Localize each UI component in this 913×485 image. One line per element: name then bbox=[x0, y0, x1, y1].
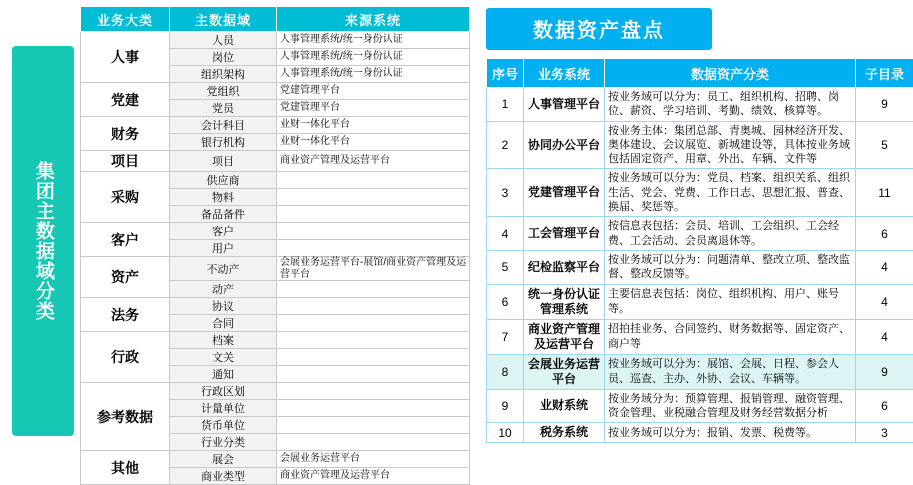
cell-category: 采购 bbox=[81, 172, 170, 223]
table-row bbox=[487, 121, 913, 169]
cell-domain: 党组织 bbox=[170, 83, 277, 100]
cell-source-system bbox=[277, 172, 470, 189]
col-header-domain: 主数据域 bbox=[170, 7, 277, 32]
cell-domain: 人员 bbox=[170, 32, 277, 49]
cell-source-system: 人事管理系统/统一身份认证 bbox=[277, 32, 470, 49]
table-row bbox=[81, 32, 470, 49]
cell-asset-class: 招拍挂业务、合同签约、财务数据等、固定资产、商户等 bbox=[605, 319, 856, 354]
cell-source-system: 会展业务运营平台-展馆/商业资产管理及运营平台 bbox=[277, 257, 470, 281]
cell-source-system bbox=[277, 315, 470, 332]
cell-asset-class: 按信息表包括：会员、培训、工会组织、工会经费、工会活动、会员离退休等。 bbox=[605, 217, 856, 251]
cell-domain: 通知 bbox=[170, 366, 277, 383]
cell-domain: 用户 bbox=[170, 240, 277, 257]
col-header-category: 业务大类 bbox=[81, 7, 170, 32]
cell-domain: 供应商 bbox=[170, 172, 277, 189]
cell-source-system: 业财一体化平台 bbox=[277, 134, 470, 151]
table-row bbox=[81, 257, 470, 281]
cell-subcatalog-count: 6 bbox=[856, 217, 913, 251]
col-header-system: 业务系统 bbox=[524, 59, 605, 88]
cell-system: 业财系统 bbox=[524, 389, 605, 423]
cell-category: 其他 bbox=[81, 451, 170, 485]
left-panel bbox=[12, 6, 462, 476]
table-row bbox=[487, 423, 913, 443]
cell-asset-class: 按业务域可以分为：报销、发票、税费等。 bbox=[605, 423, 856, 443]
col-header-no: 序号 bbox=[487, 59, 524, 88]
cell-source-system bbox=[277, 332, 470, 349]
cell-domain: 项目 bbox=[170, 151, 277, 172]
cell-category: 项目 bbox=[81, 151, 170, 172]
cell-domain: 货币单位 bbox=[170, 417, 277, 434]
cell-subcatalog-count: 9 bbox=[856, 354, 913, 389]
cell-category: 行政 bbox=[81, 332, 170, 383]
cell-no: 4 bbox=[487, 217, 524, 251]
cell-no: 1 bbox=[487, 88, 524, 122]
cell-domain: 银行机构 bbox=[170, 134, 277, 151]
right-panel bbox=[486, 8, 901, 443]
cell-domain: 岗位 bbox=[170, 49, 277, 66]
table-row bbox=[81, 117, 470, 134]
cell-asset-class: 按业务域可以分为：问题清单、整改立项、整改监督、整改反馈等。 bbox=[605, 250, 856, 284]
cell-asset-class: 按业务域可以分为：展馆、会展、日程、参会人员、巡查、主办、外协、会议、车辆等。 bbox=[605, 354, 856, 389]
cell-asset-class: 按业务域分为：预算管理、报销管理、融资管理、资金管理、业税融合管理及财务经营数据分析 bbox=[605, 389, 856, 423]
cell-no: 8 bbox=[487, 354, 524, 389]
cell-source-system bbox=[277, 189, 470, 206]
cell-source-system bbox=[277, 298, 470, 315]
cell-domain: 合同 bbox=[170, 315, 277, 332]
table-row bbox=[487, 88, 913, 122]
cell-system: 纪检监察平台 bbox=[524, 250, 605, 284]
cell-source-system: 党建管理平台 bbox=[277, 100, 470, 117]
cell-asset-class: 按业务域可以分为：员工、组织机构、招聘、岗位、薪资、学习培训、考勤、绩效、核算等。 bbox=[605, 88, 856, 122]
cell-domain: 组织架构 bbox=[170, 66, 277, 83]
cell-system: 党建管理平台 bbox=[524, 169, 605, 217]
cell-no: 5 bbox=[487, 250, 524, 284]
cell-source-system: 商业资产管理及运营平台 bbox=[277, 468, 470, 485]
col-header-subcatalog: 子目录 bbox=[856, 59, 913, 88]
cell-source-system bbox=[277, 434, 470, 451]
cell-no: 6 bbox=[487, 284, 524, 319]
cell-category: 财务 bbox=[81, 117, 170, 151]
cell-system: 协同办公平台 bbox=[524, 121, 605, 169]
cell-source-system: 人事管理系统/统一身份认证 bbox=[277, 49, 470, 66]
cell-domain: 党员 bbox=[170, 100, 277, 117]
col-header-asset-class: 数据资产分类 bbox=[605, 59, 856, 88]
cell-domain: 会计科目 bbox=[170, 117, 277, 134]
cell-subcatalog-count: 6 bbox=[856, 389, 913, 423]
cell-source-system: 商业资产管理及运营平台 bbox=[277, 151, 470, 172]
table-header-row bbox=[487, 59, 913, 88]
left-side-title: 集团主数据域分类 bbox=[12, 46, 74, 436]
cell-domain: 物料 bbox=[170, 189, 277, 206]
cell-subcatalog-count: 9 bbox=[856, 88, 913, 122]
cell-source-system: 会展业务运营平台 bbox=[277, 451, 470, 468]
table-row bbox=[81, 332, 470, 349]
cell-subcatalog-count: 3 bbox=[856, 423, 913, 443]
master-data-domain-table bbox=[80, 6, 470, 485]
cell-domain: 不动产 bbox=[170, 257, 277, 281]
cell-domain: 备品备件 bbox=[170, 206, 277, 223]
cell-source-system bbox=[277, 417, 470, 434]
cell-domain: 文关 bbox=[170, 349, 277, 366]
cell-system: 统一身份认证管理系统 bbox=[524, 284, 605, 319]
table-row bbox=[81, 383, 470, 400]
cell-domain: 商业类型 bbox=[170, 468, 277, 485]
cell-domain: 计量单位 bbox=[170, 400, 277, 417]
cell-subcatalog-count: 11 bbox=[856, 169, 913, 217]
cell-subcatalog-count: 4 bbox=[856, 284, 913, 319]
table-row bbox=[81, 298, 470, 315]
cell-asset-class: 按业务域可以分为：党员、档案、组织关系、组织生活、党会、党费、工作日志、思想汇报、普查、换届、奖惩等。 bbox=[605, 169, 856, 217]
col-header-source: 来源系统 bbox=[277, 7, 470, 32]
cell-category: 资产 bbox=[81, 257, 170, 298]
cell-domain: 动产 bbox=[170, 281, 277, 298]
cell-domain: 档案 bbox=[170, 332, 277, 349]
cell-system: 工会管理平台 bbox=[524, 217, 605, 251]
cell-source-system: 业财一体化平台 bbox=[277, 117, 470, 134]
cell-category: 人事 bbox=[81, 32, 170, 83]
cell-asset-class: 按业务主体：集团总部、青奥城、园林经济开发、奥体建设、会议展览、新城建设等，具体按业务域包括固定资产、用章、外出、车辆、文件等 bbox=[605, 121, 856, 169]
cell-category: 参考数据 bbox=[81, 383, 170, 451]
master-data-domain-body bbox=[81, 32, 470, 485]
cell-no: 2 bbox=[487, 121, 524, 169]
table-row bbox=[487, 319, 913, 354]
cell-system: 税务系统 bbox=[524, 423, 605, 443]
cell-source-system bbox=[277, 223, 470, 240]
cell-source-system: 党建管理平台 bbox=[277, 83, 470, 100]
cell-no: 3 bbox=[487, 169, 524, 217]
cell-subcatalog-count: 4 bbox=[856, 319, 913, 354]
cell-no: 10 bbox=[487, 423, 524, 443]
table-row bbox=[81, 172, 470, 189]
cell-no: 9 bbox=[487, 389, 524, 423]
table-row bbox=[81, 223, 470, 240]
cell-system: 人事管理平台 bbox=[524, 88, 605, 122]
table-row bbox=[487, 354, 913, 389]
cell-domain: 行业分类 bbox=[170, 434, 277, 451]
cell-source-system bbox=[277, 349, 470, 366]
table-row bbox=[487, 284, 913, 319]
cell-domain: 行政区划 bbox=[170, 383, 277, 400]
cell-domain: 展会 bbox=[170, 451, 277, 468]
cell-category: 法务 bbox=[81, 298, 170, 332]
right-title: 数据资产盘点 bbox=[486, 8, 712, 50]
table-row bbox=[487, 389, 913, 423]
cell-source-system bbox=[277, 206, 470, 223]
cell-source-system bbox=[277, 383, 470, 400]
cell-source-system bbox=[277, 400, 470, 417]
cell-subcatalog-count: 5 bbox=[856, 121, 913, 169]
table-row bbox=[487, 217, 913, 251]
table-row bbox=[81, 83, 470, 100]
cell-source-system bbox=[277, 281, 470, 298]
table-row bbox=[487, 169, 913, 217]
cell-system: 会展业务运营平台 bbox=[524, 354, 605, 389]
data-asset-inventory-body bbox=[487, 88, 913, 443]
cell-asset-class: 主要信息表包括：岗位、组织机构、用户、账号等。 bbox=[605, 284, 856, 319]
table-row bbox=[81, 451, 470, 468]
cell-no: 7 bbox=[487, 319, 524, 354]
cell-domain: 客户 bbox=[170, 223, 277, 240]
table-row bbox=[487, 250, 913, 284]
table-row bbox=[81, 151, 470, 172]
cell-system: 商业资产管理及运营平台 bbox=[524, 319, 605, 354]
cell-subcatalog-count: 4 bbox=[856, 250, 913, 284]
cell-source-system bbox=[277, 366, 470, 383]
data-asset-inventory-table bbox=[486, 58, 913, 443]
table-header-row bbox=[81, 7, 470, 32]
cell-source-system: 人事管理系统/统一身份认证 bbox=[277, 66, 470, 83]
cell-domain: 协议 bbox=[170, 298, 277, 315]
cell-source-system bbox=[277, 240, 470, 257]
cell-category: 客户 bbox=[81, 223, 170, 257]
cell-category: 党建 bbox=[81, 83, 170, 117]
